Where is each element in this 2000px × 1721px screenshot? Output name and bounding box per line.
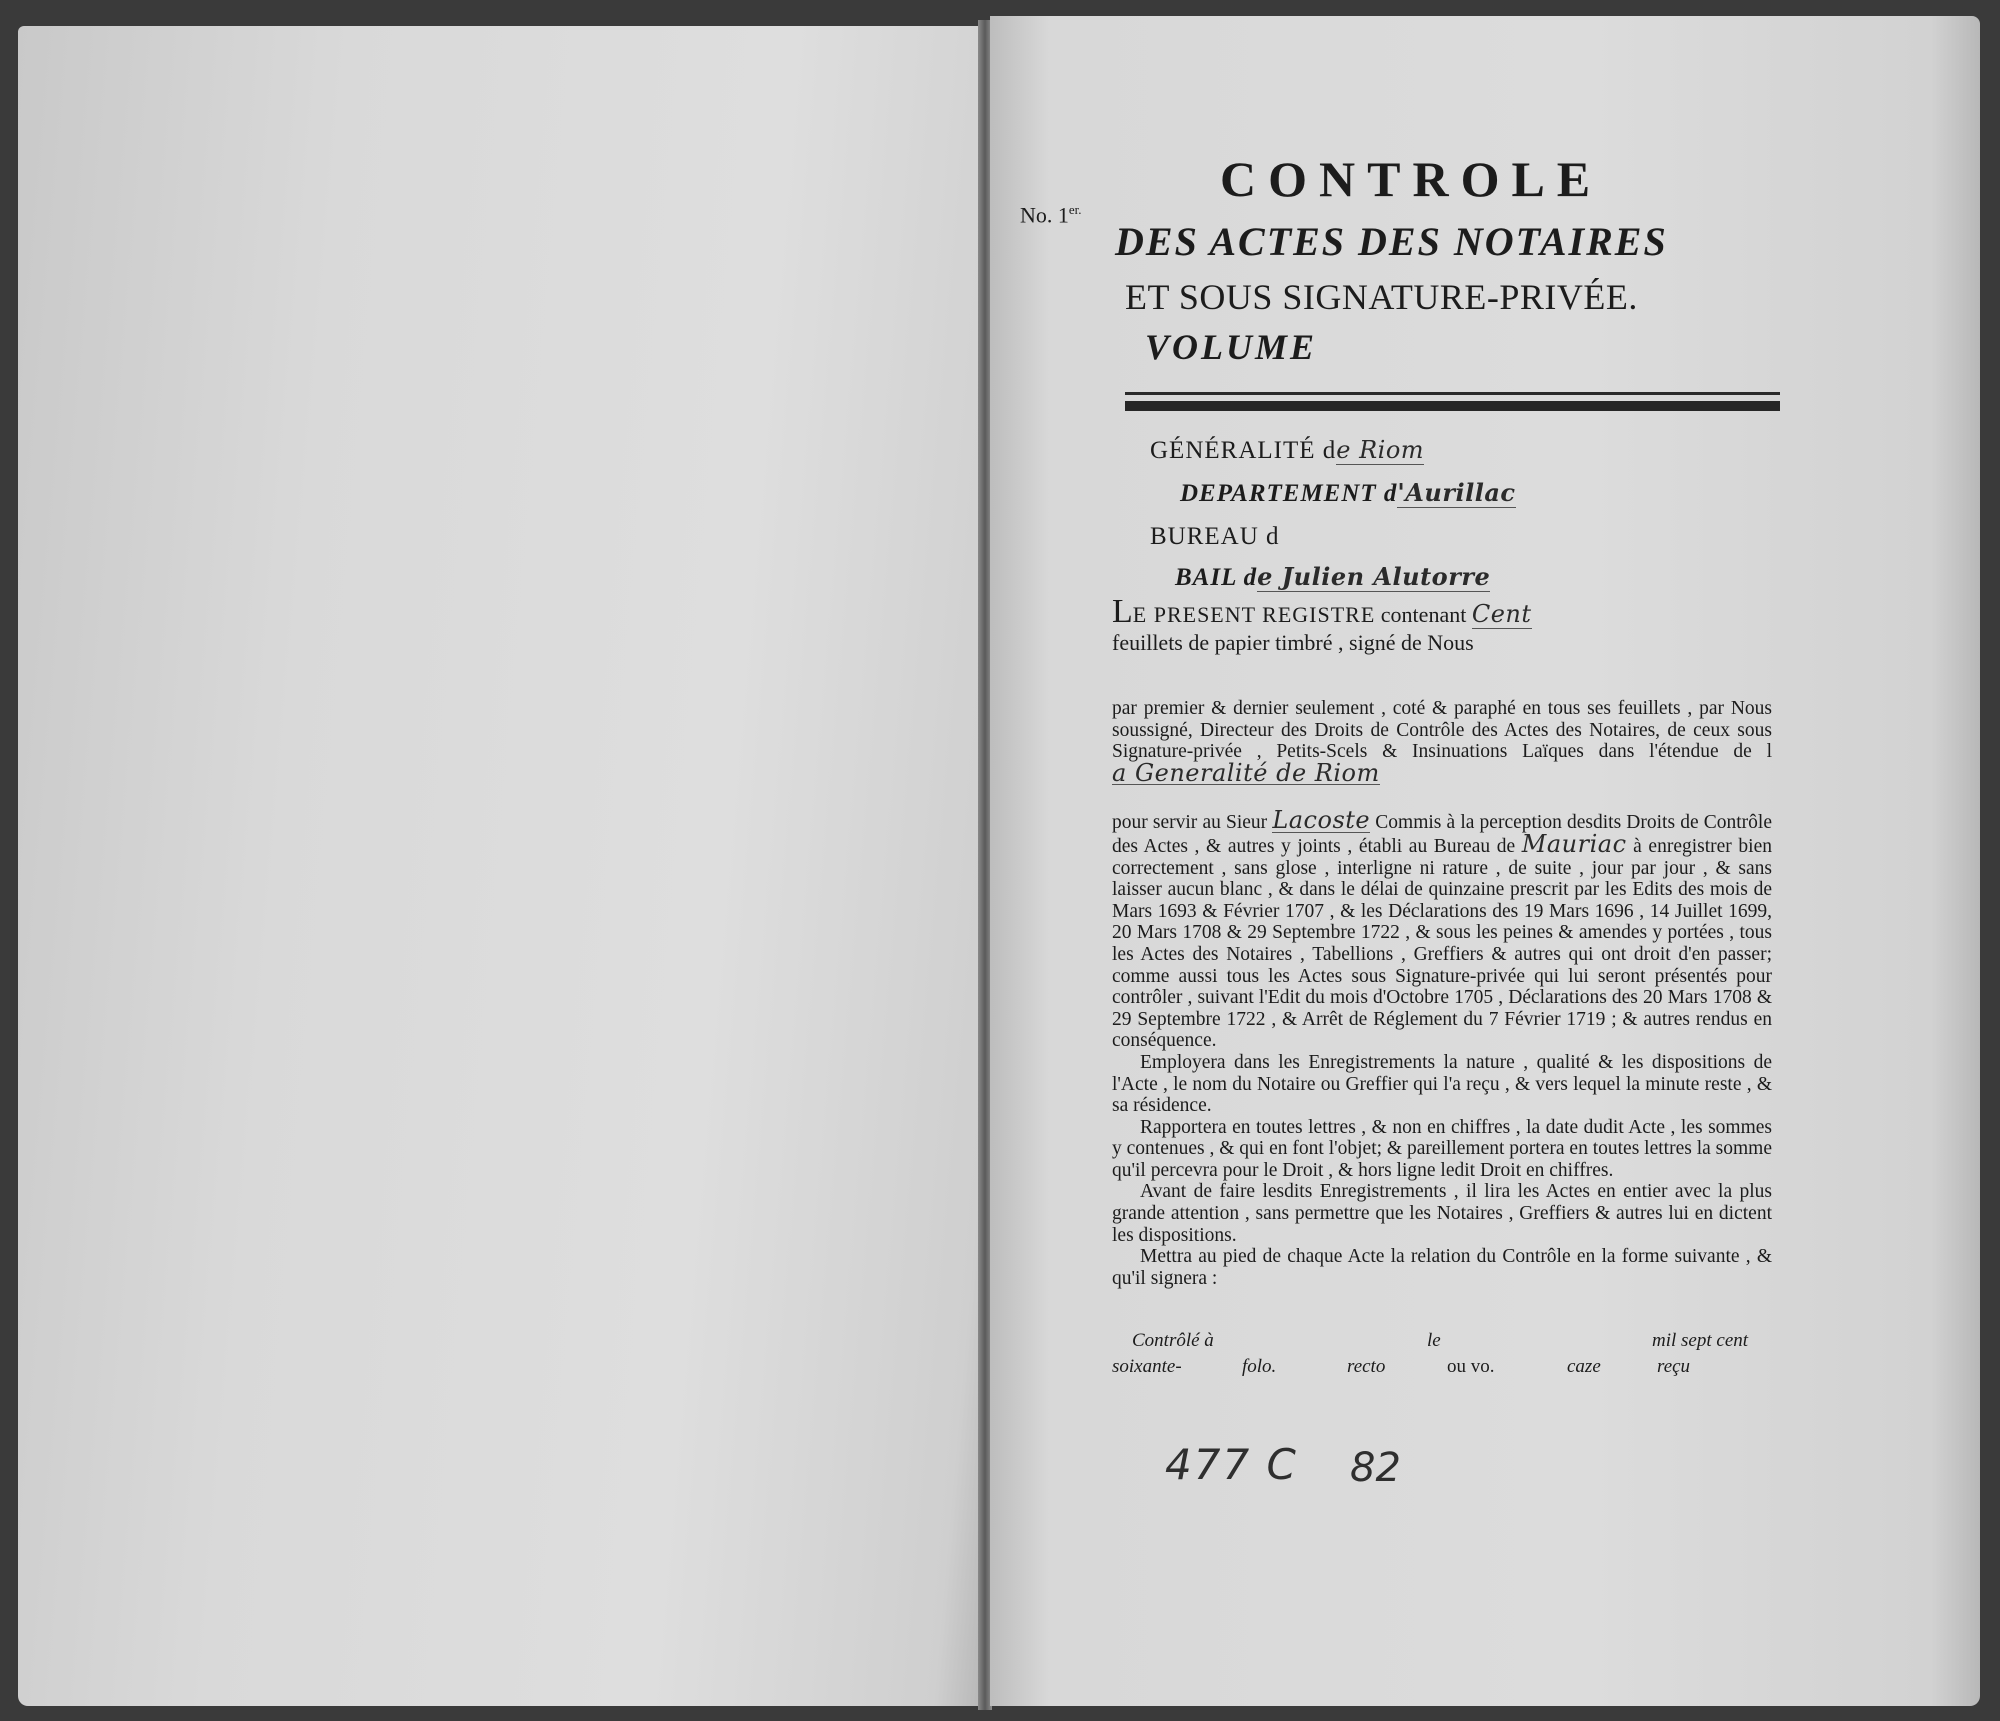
register-number: No. $1^{er.}$ bbox=[1020, 202, 1082, 228]
title-actes-notaires: DES ACTES DES NOTAIRES bbox=[1115, 219, 1668, 264]
handwritten-departement: 'Aurillac bbox=[1397, 478, 1516, 507]
formula-caze: caze bbox=[1567, 1356, 1601, 1377]
field-bureau: BUREAU d bbox=[1150, 523, 1280, 550]
paragraph-employera: Employera dans les Enregistrements la nature , qualité & les dispositions de l'Acte , le nom du Notaire ou Greffier qui l'a reçu , & vers lequel la minute reste , & sa résidence. bbox=[1112, 1051, 1772, 1117]
handwritten-generalite: e Riom bbox=[1336, 436, 1425, 464]
archive-shelfmark: 477 C bbox=[1165, 1440, 1298, 1489]
control-formula bbox=[1112, 1330, 1772, 1382]
formula-recto: recto bbox=[1347, 1356, 1386, 1377]
title-rule-thin bbox=[1125, 392, 1780, 395]
register-body-text bbox=[1112, 698, 1772, 1289]
handwritten-feuillets-count: Cent bbox=[1471, 600, 1532, 628]
formula-verso: ou vo. bbox=[1447, 1356, 1495, 1377]
handwritten-sieur: Lacoste bbox=[1272, 806, 1371, 835]
paragraph-avant: Avant de faire lesdits Enregistrements , il lira les Actes en entier avec la plus grande attention , sans permettre que les Notaires , Greffiers & autres lui en dictent les dispositions. bbox=[1112, 1181, 1772, 1246]
title-volume: VOLUME bbox=[1145, 327, 1318, 367]
field-generalite: GÉNÉRALITÉ de Riom bbox=[1150, 436, 1425, 464]
paragraph-commis: pour servir au Sieur Lacoste Commis à la perception desdits Droits de Contrôle des Actes , & autres y joints , établi au Bureau de Mauriac à enregistrer bien correctement , sans glose , interligne ni rature , de suite , jour par jour , & sans laisser aucun blanc , & dans le délai de quinzaine prescrit par les Edits des mois de Mars 1693 & Février 1707 , & les Déclarations des 19 Mars 1696 , 14 Juillet 1699, 20 Mars 1708 & 29 Septembre 1722 , & sous les peines & amendes y portées , tous les Actes des Notaires , Tabellions , Greffiers & autres qui ont droit d'en passer; comme aussi tous les Actes sous Signature-privée qui lui seront présentés pour contrôler , suivant l'Edit du mois d'Octobre 1705 , Déclarations des 20 Mars 1708 & 29 Septembre 1722 , & Arrêt de Réglement du 7 Février 1719 ; & autres rendus en conséquence. bbox=[1112, 806, 1773, 1052]
formula-soixante: soixante- bbox=[1112, 1356, 1182, 1377]
paragraph-rapportera: Rapportera en toutes lettres , & non en chiffres , la date dudit Acte , les sommes y contenues , & qui en font l'objet; & pareillement portera en toutes lettres la somme qu'il percevra pour le Droit , & hors ligne ledit Droit en chiffres. bbox=[1112, 1116, 1772, 1181]
field-departement: DEPARTEMENT d'Aurillac bbox=[1180, 478, 1516, 507]
handwritten-generalite-2: a Generalité de Riom bbox=[1112, 758, 1380, 787]
formula-folio: folo. bbox=[1242, 1356, 1277, 1377]
handwritten-bureau-2: Mauriac bbox=[1521, 829, 1627, 858]
title-signature-privee: ET SOUS SIGNATURE-PRIVÉE. bbox=[1125, 277, 1638, 317]
title-rule-thick bbox=[1125, 401, 1780, 411]
formula-controle: Contrôlé à bbox=[1132, 1330, 1214, 1351]
paragraph-director: par premier & dernier seulement , coté & paraphé en tous ses feuillets , par Nous soussigné, Directeur des Droits de Contrôle des Actes des Notaires, de ceux sous Signature-privée , Petits-Scels & Insinuations Laïques dans l'étendue de la Generalité de Riom bbox=[1112, 698, 1772, 787]
title-controle: CONTROLE bbox=[1220, 151, 1603, 207]
handwritten-bail: e Julien Alutorre bbox=[1257, 562, 1491, 591]
left-blank-page bbox=[18, 26, 978, 1706]
field-bail: BAIL de Julien Alutorre bbox=[1175, 562, 1491, 591]
present-registre-line: LE PRESENT REGISTRE contenant Cent feuillets de papier timbré , signé de Nous bbox=[1112, 593, 1532, 655]
archive-shelfmark-number: 82 bbox=[1350, 1445, 1401, 1491]
formula-mil: mil sept cent bbox=[1652, 1330, 1749, 1351]
paragraph-mettra: Mettra au pied de chaque Acte la relation du Contrôle en la forme suivante , & qu'il signera : bbox=[1112, 1246, 1772, 1289]
formula-recu: reçu bbox=[1657, 1356, 1691, 1377]
formula-le: le bbox=[1427, 1330, 1441, 1351]
